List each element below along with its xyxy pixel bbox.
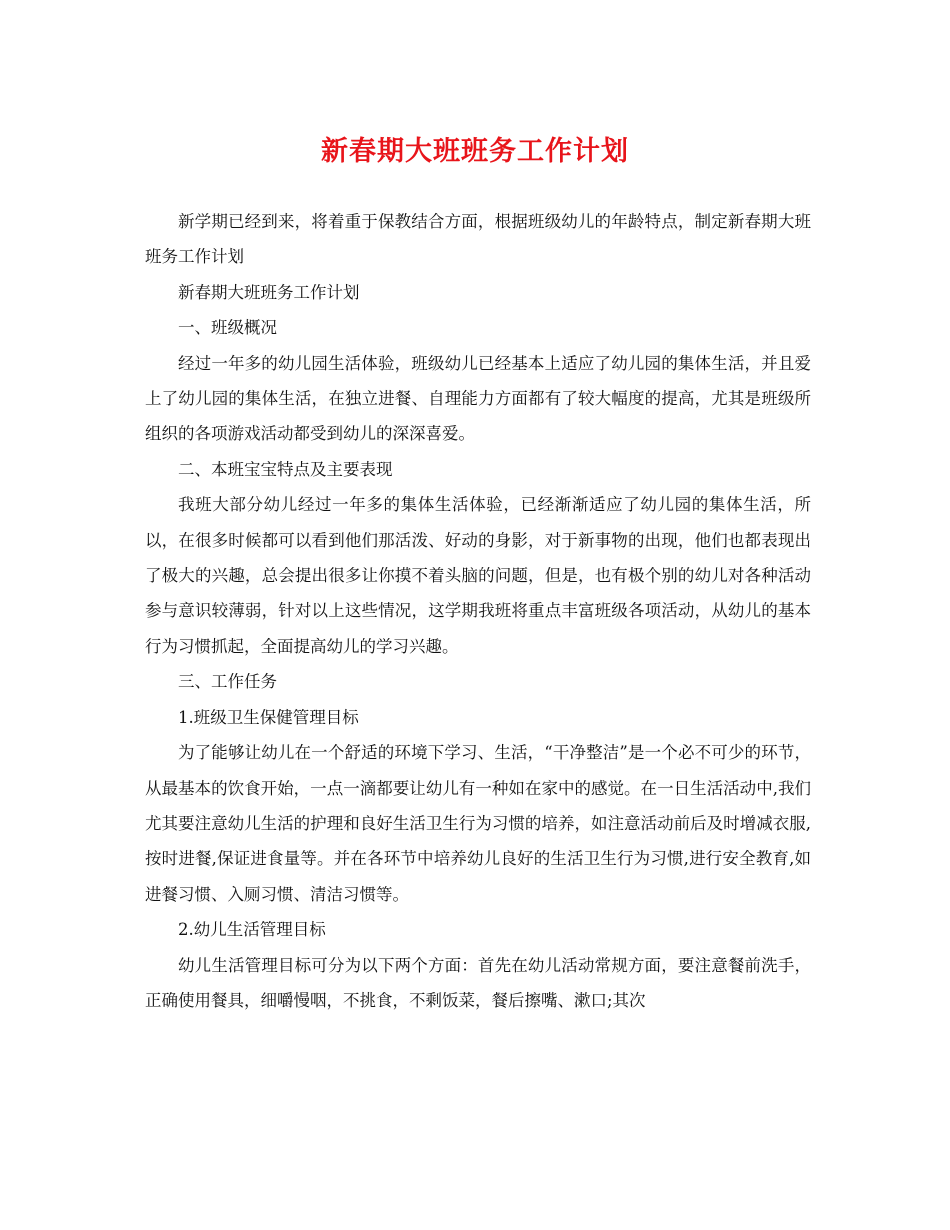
document-body: [145, 204, 811, 1018]
section-heading-characteristics: 二、本班宝宝特点及主要表现: [178, 459, 393, 479]
life-management-paragraph: 幼儿生活管理目标可分为以下两个方面：首先在幼儿活动常规方面，要注意餐前洗手，正确使用餐具，细嚼慢咽，不挑食，不剩饭菜，餐后擦嘴、漱口;其次: [145, 955, 811, 1010]
subheading-life-management-goals: 2.幼儿生活管理目标: [178, 920, 326, 940]
class-overview-paragraph: 经过一年多的幼儿园生活体验，班级幼儿已经基本上适应了幼儿园的集体生活，并且爱上了幼儿园的集体生活，在独立进餐、自理能力方面都有了较大幅度的提高，尤其是班级所组织的各项游戏活动都受到幼儿的深深喜爱。: [145, 353, 811, 444]
characteristics-paragraph: 我班大部分幼儿经过一年多的集体生活体验，已经渐渐适应了幼儿园的集体生活，所以，在很多时候都可以看到他们那活泼、好动的身影，对于新事物的出现，他们也都表现出了极大的兴趣，总会提出很多让你摸不着头脑的问题，但是，也有极个别的幼儿对各种活动参与意识较薄弱，针对以上这些情况，这学期我班将重点丰富班级各项活动，从幼儿的基本行为习惯抓起，全面提高幼儿的学习兴趣。: [145, 495, 811, 656]
hygiene-goals-paragraph: 为了能够让幼儿在一个舒适的环境下学习、生活，“干净整洁”是一个必不可少的环节，从最基本的饮食开始，一点一滴都要让幼儿有一种如在家中的感觉。在一日生活活动中,我们尤其要注意幼儿生活的护理和良好生活卫生行为习惯的培养，如注意活动前后及时增减衣服,按时进餐,保证进食量等。并在各环节中培养幼儿良好的生活卫生行为习惯,进行安全教育,如进餐习惯、入厕习惯、清洁习惯等。: [145, 743, 811, 904]
section-heading-work-tasks: 三、工作任务: [178, 672, 277, 692]
section-heading-class-overview: 一、班级概况: [178, 318, 277, 338]
intro-paragraph: 新学期已经到来，将着重于保教结合方面，根据班级幼儿的年龄特点，制定新春期大班班务工作计划: [145, 212, 811, 267]
subtitle-paragraph: 新春期大班班务工作计划: [178, 282, 360, 302]
subheading-hygiene-goals: 1.班级卫生保健管理目标: [178, 707, 359, 727]
document-title: 新春期大班班务工作计划: [321, 136, 629, 167]
